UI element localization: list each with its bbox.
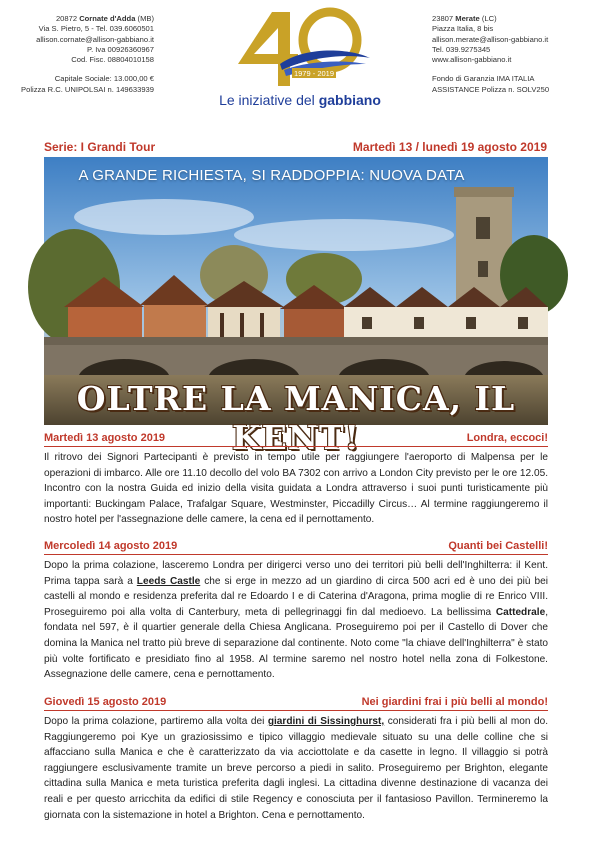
day-description: [44, 714, 548, 823]
photo-banner-text: A GRANDE RICHIESTA, SI RADDOPPIA: NUOVA DATA: [78, 167, 465, 184]
left-email: allison.cornate@allison-gabbiano.it: [36, 34, 154, 44]
tour-series-label: Serie: I Grandi Tour: [44, 140, 156, 154]
highlight-sissinghurst: giardini di Sissinghurst,: [267, 716, 385, 727]
day-date: Martedì 13 agosto 2019: [44, 432, 166, 444]
itinerary-day-2: [44, 540, 548, 683]
day-description: [44, 558, 548, 683]
cloud: [74, 199, 254, 235]
anniversary-40-logo-graphic: [220, 6, 380, 92]
tower-window: [478, 261, 488, 277]
day-text-part: che si erge in mezzo ad un giardino di circa 500 acri ed è uno dei più bei castelli al mondo e residenza preferita dal re Edoardo I e di Caterina d'Aragona, prima moglie di re Enrico VIII. Proseguiremo poi alla volta di Canterbury, meta di pellegrinaggi fin dal medioevo. La bellissima: [44, 575, 548, 618]
tower-window: [476, 217, 490, 239]
header-right-contact: [432, 14, 592, 95]
left-insurance: Polizza R.C. UNIPOLSAI n. 149633939: [21, 84, 154, 94]
right-province: (LC): [481, 14, 497, 23]
day-header: [44, 432, 548, 447]
day-text-part: considerati fra i più belli al mon do. Raggiungeremo poi Kye un graziosissimo e tipico villaggio medievale situato su una delle colline che si affacciano sulla Manica e che è caratterizzato da via acciottolate e da casette in legno. Il villaggio si potrà raggiungere esclusivamente tramite un breve percorso a piedi in salito. Proseguiremo per Brighton, elegante cittadina sulla Manica e meta turistica preferita dagli inglesi. La cittadina divenne destinazione di vacanza dei reali e per questo arricchita da edifici di stile Regency e conosciuta per il fantasioso Pavillon. Termineremo la giornata con la sistemazione in hotel a Brighton. Cena e pernottamento.: [44, 716, 548, 821]
tagline-prefix: Le iniziative del: [219, 92, 319, 108]
tour-dates: Martedì 13 / lunedì 19 agosto 2019: [352, 140, 547, 154]
itinerary-day-3: [44, 696, 548, 823]
day-header: [44, 696, 548, 711]
itinerary-day-1: [44, 432, 548, 528]
logo-tagline: [200, 92, 400, 108]
right-website: www.allison-gabbiano.it: [432, 55, 512, 65]
left-city: Cornate d'Adda: [79, 14, 136, 23]
highlight-leeds-castle: Leeds Castle: [136, 575, 201, 587]
right-address: Piazza Italia, 8 bis: [432, 24, 494, 34]
day-header: [44, 540, 548, 555]
photo-title: OLTRE LA MANICA, IL KENT!: [76, 379, 516, 457]
day-description: Il ritrovo dei Signori Partecipanti è previsto in tempo utile per raggiungere l'aeroporto di Malpensa per le operazioni di imbarco. Alle ore 11.10 decollo del volo BA 7302 con arrivo a London City previsto per le ore 12.05. Incontro con la nostra Guida ed inizio della visita guidata a Londra attraverso i suoi punti turisticamente più importanti: Buckingam Palace, Trafalgar Square, Westminster, Piccadilly Circus… Al termine raggiungeremo il nostro hotel per l'assegnazione delle camere, la cena ed il pernottamento.: [44, 452, 548, 526]
day-text-part: Dopo la prima colazione, partiremo alla volta dei: [44, 716, 268, 727]
highlight-cathedral: Cattedrale: [495, 606, 546, 618]
left-postcode: 20872: [55, 14, 78, 23]
right-phone: Tel. 039.9275345: [432, 44, 491, 54]
right-postcode: 23807: [432, 14, 454, 23]
left-tax-code: Cod. Fisc. 08804010158: [71, 55, 154, 65]
left-vat: P. Iva 00926360967: [86, 44, 154, 54]
tagline-brand: gabbiano: [318, 92, 381, 108]
day-text-part: , fondata nel 597, è il quartier generale della Chiesa Anglicana. Proseguiremo poi per il Castello di Dover che domina la Manica nel tratto più breve di separazione dal continente. Noto come "la chiave dell'Inghilterra" è stato più volte fortificato e presidiato fino al 1958. Al termine saremo nel nostro hotel nella zona di Folkestone. Assegnazione delle camere, cena e pernottamento.: [44, 606, 548, 681]
day-date: Giovedì 15 agosto 2019: [44, 696, 167, 708]
right-email: allison.merate@allison-gabbiano.it: [432, 34, 549, 44]
right-assistance-policy: ASSISTANCE Polizza n. SOLV250: [432, 84, 550, 94]
day-title: Quanti bei Castelli!: [448, 540, 548, 552]
tower-battlement: [454, 187, 514, 197]
day-title: Nei giardini frai i più belli al mondo!: [361, 696, 548, 708]
company-logo: [200, 6, 400, 116]
left-share-capital: Capitale Sociale: 13.000,00 €: [54, 74, 154, 84]
left-province: (MB): [137, 14, 154, 23]
right-city: Merate: [455, 14, 480, 23]
day-date: Mercoledì 14 agosto 2019: [44, 540, 178, 552]
left-address: Via S. Pietro, 5 - Tel. 039.6060501: [38, 24, 154, 34]
bridge-parapet: [44, 337, 548, 345]
day-text-part: Dopo la prima colazione, lasceremo Londra per dirigerci verso uno dei territori più belli dell'Inghilterra: il Kent. Prima tappa sarà a: [44, 560, 548, 587]
cloud: [234, 219, 454, 251]
right-guarantee-fund: Fondo di Garanzia IMA ITALIA: [432, 74, 535, 84]
years-badge-text: 1979 - 2019: [293, 69, 335, 78]
header-left-contact: [4, 14, 154, 95]
day-title: Londra, eccoci!: [466, 432, 548, 444]
